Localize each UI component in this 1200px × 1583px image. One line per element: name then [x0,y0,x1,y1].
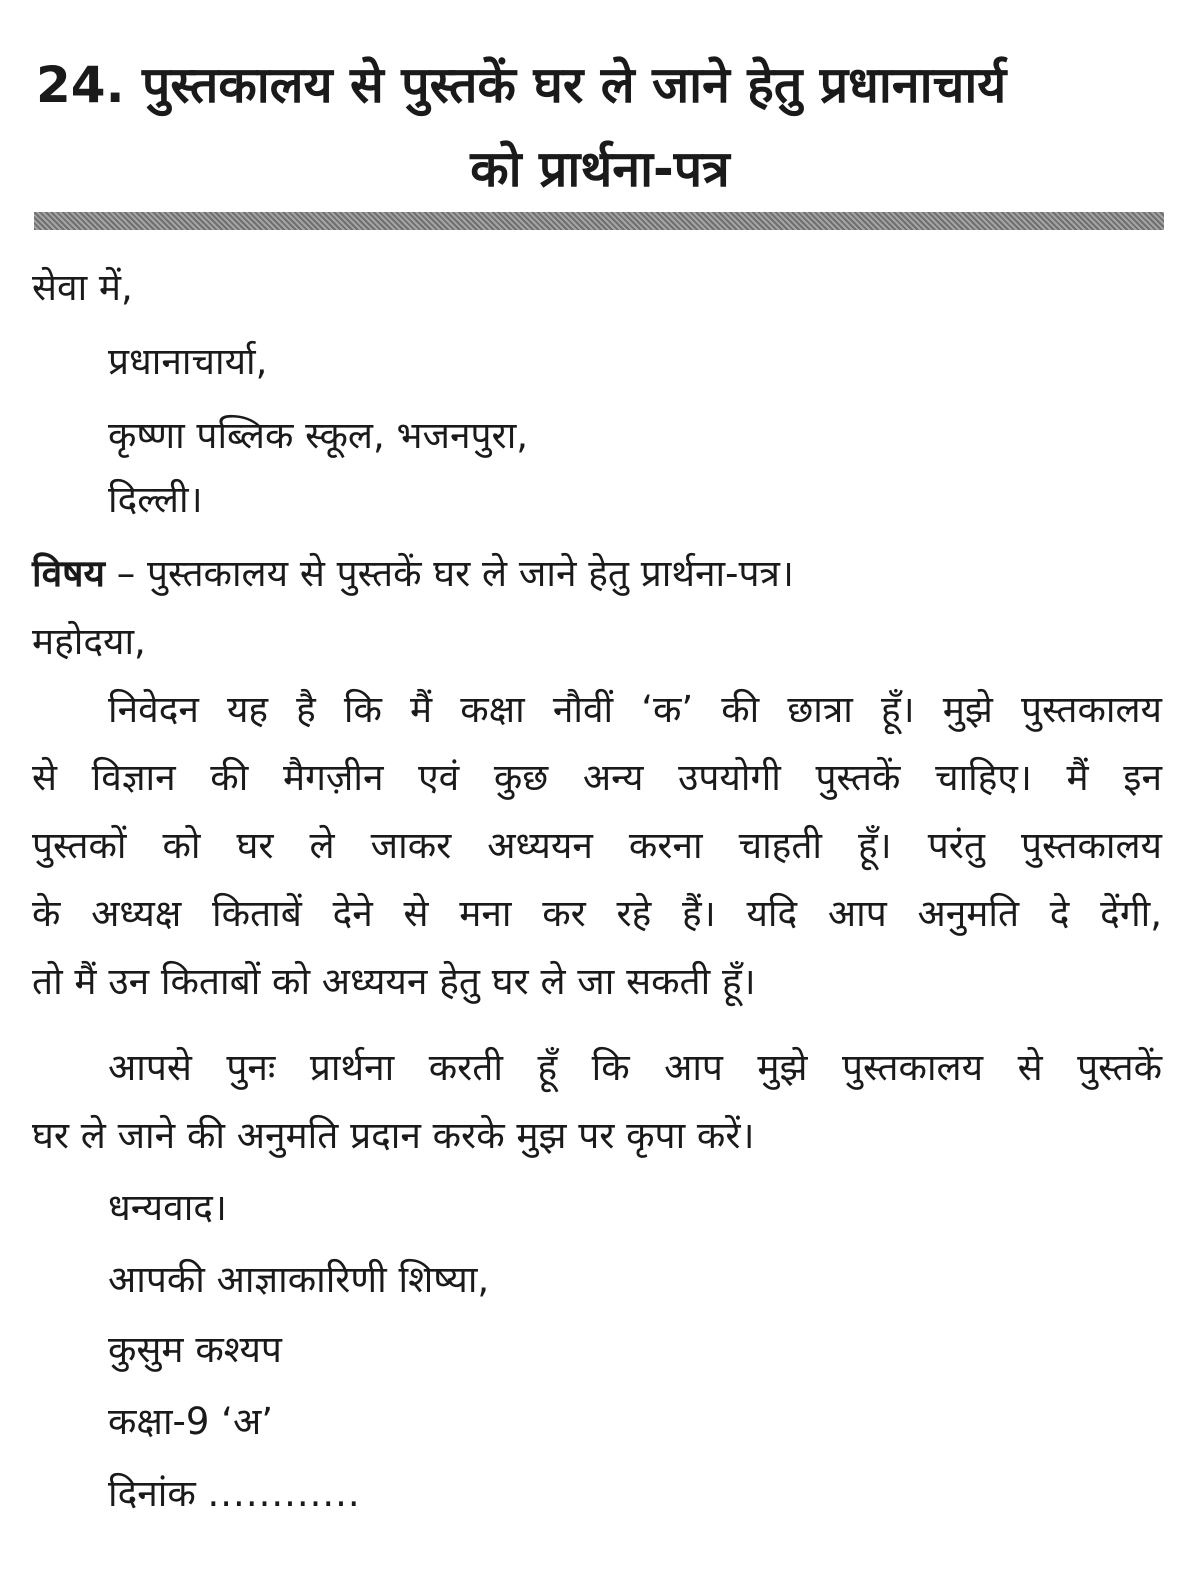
paragraph-2-line-2: घर ले जाने की अनुमति प्रदान करके मुझ पर कृपा करें। [32,1114,755,1157]
subject-line [32,546,794,602]
paragraph-1-line-5: तो मैं उन किताबों को अध्ययन हेतु घर ले जा सकती हूँ। [32,960,756,1003]
paragraph-1-line-3: पुस्तकों को घर ले जाकर अध्ययन करना चाहती हूँ। परंतु पुस्तकालय [32,824,1162,867]
subject-text: – पुस्तकालय से पुस्तकें घर ले जाने हेतु प्रार्थना-पत्र। [105,552,794,595]
thanks: धन्यवाद। [108,1186,227,1229]
greeting: महोदया, [32,620,146,663]
student-class: कक्षा-9 ‘अ’ [108,1400,273,1443]
salutation: सेवा में, [32,266,133,309]
date-label: दिनांक [108,1472,196,1515]
paragraph-1-line-2: से विज्ञान की मैगज़ीन एवं कुछ अन्य उपयोगी पुस्तकें चाहिए। मैं इन [32,756,1162,799]
paragraph-2-line-1: आपसे पुनः प्रार्थना करती हूँ कि आप मुझे पुस्तकालय से पुस्तकें [108,1046,1162,1089]
divider-rule [34,212,1164,230]
signature-name: कुसुम कश्यप [108,1328,282,1371]
address-line-1: प्रधानाचार्या, [108,340,268,383]
date-value: ............ [207,1472,361,1515]
title-line-1: 24. पुस्तकालय से पुस्तकें घर ले जाने हेतु प्रधानाचार्य [36,56,1007,114]
subject-label: विषय [32,552,106,595]
date-line [108,1466,361,1522]
closing: आपकी आज्ञाकारिणी शिष्या, [108,1258,490,1301]
paragraph-1-line-4: के अध्यक्ष किताबें देने से मना कर रहे हैं। यदि आप अनुमति दे देंगी, [32,892,1162,935]
paragraph-1-line-1: निवेदन यह है कि मैं कक्षा नौवीं ‘क’ की छात्रा हूँ। मुझे पुस्तकालय [108,688,1162,731]
address-line-2: कृष्णा पब्लिक स्कूल, भजनपुरा, [108,414,529,457]
address-line-3: दिल्ली। [108,478,203,521]
title-line-2: को प्रार्थना-पत्र [470,140,730,198]
